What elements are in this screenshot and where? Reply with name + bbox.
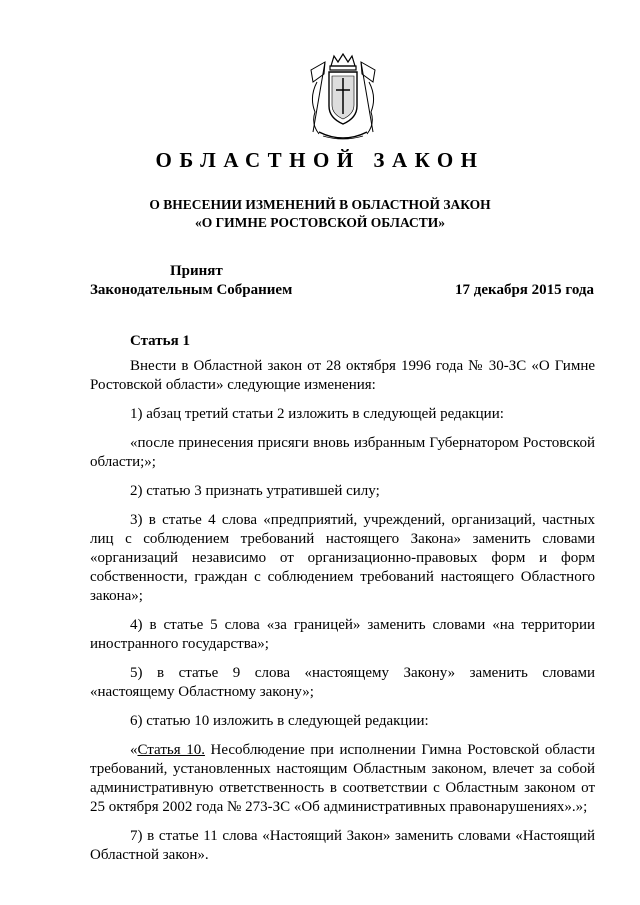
document-subtitle-line2: «О ГИМНЕ РОСТОВСКОЙ ОБЛАСТИ»	[194, 215, 446, 230]
article-10-link[interactable]: Статья 10.	[137, 742, 205, 758]
paragraph: 3) в статье 4 слова «предприятий, учреждений, организаций, частных лиц с соблюдением требований настоящего Закона» заменить словами «организаций независимо от организационно-правовых форм и форм собственности, граждан с соблюдением требований настоящего Областного закона»;	[90, 512, 595, 604]
paragraph: 5) в статье 9 слова «настоящему Закону» заменить словами «настоящему Областному закону»;	[90, 665, 595, 700]
paragraph: 4) в статье 5 слова «за границей» заменить словами «на территории иностранного государства»;	[90, 617, 595, 652]
accepted-label: Принят	[170, 263, 223, 279]
accepted-date: 17 декабря 2015 года	[455, 282, 594, 298]
accepted-by-label: Законодательным Собранием	[90, 282, 293, 298]
article-10-text: Несоблюдение при исполнении Гимна Ростовской области требований, установленных настоящим Областным законом, влечет за собой административную ответственность в соответствии с Областным законом от 25 октября 2002 года № 273-ЗС «Об административных правонарушениях».»;	[90, 742, 595, 815]
paragraph-article-10	[90, 741, 595, 817]
paragraph: 1) абзац третий статьи 2 изложить в следующей редакции:	[130, 406, 504, 422]
paragraph: Внести в Областной закон от 28 октября 1996 года № 30-ЗС «О Гимне Ростовской области» следующие изменения:	[90, 358, 595, 393]
paragraph: 6) статью 10 изложить в следующей редакции:	[130, 713, 429, 729]
paragraph: «после принесения присяги вновь избранным Губернатором Ростовской области;»;	[90, 435, 595, 470]
document-title: ОБЛАСТНОЙ ЗАКОН	[155, 148, 485, 172]
document-subtitle-line1: О ВНЕСЕНИИ ИЗМЕНЕНИЙ В ОБЛАСТНОЙ ЗАКОН	[149, 197, 491, 212]
paragraph: 2) статью 3 признать утратившей силу;	[130, 483, 380, 499]
article-body	[90, 357, 595, 875]
paragraph: 7) в статье 11 слова «Настоящий Закон» заменить словами «Настоящий Областной закон».	[90, 828, 595, 863]
coat-of-arms-emblem	[303, 52, 383, 144]
article-heading: Статья 1	[130, 333, 190, 349]
quote-open: «	[130, 742, 138, 758]
